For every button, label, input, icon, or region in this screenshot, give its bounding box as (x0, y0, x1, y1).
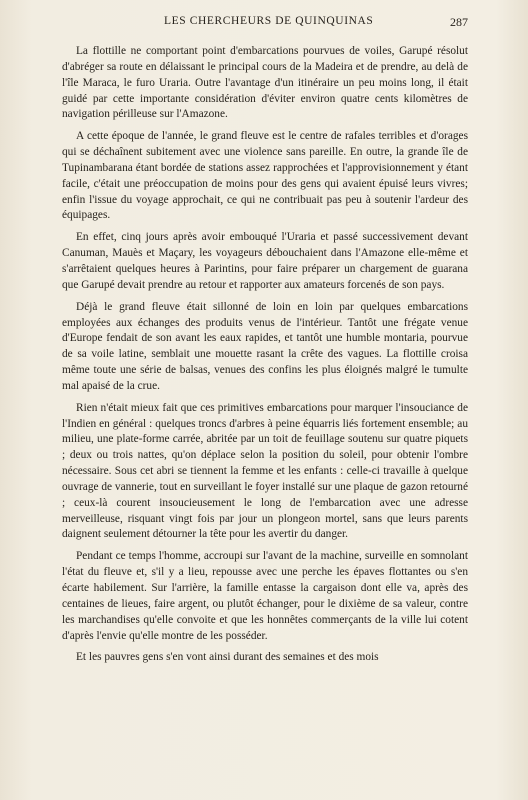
paragraph: En effet, cinq jours après avoir embouqué l'Uraria et passé successivement devant Canuman, Mauès et Maçary, les voyageurs débouchaient dans l'Amazone elle-même et s'arrêtaient quelques heures à Parintins, pour faire préparer un chargement de guarana que Garupé devait prendre au retour et rapporter aux amateurs forcenés de son pays. (62, 231, 468, 291)
paragraph: Rien n'était mieux fait que ces primitives embarcations pour marquer l'insouciance de l'Indien en général : quelques troncs d'arbres à peine équarris liés fortement ensemble; au milieu, une plate-forme carrée, abritée par un toit de feuillage soutenu sur quatre piquets ; deux ou trois nattes, qu'on déplace selon la position du soleil, pour obtenir l'ombre nécessaire. Sous cet abri se tiennent la femme et les enfants : celle-ci travaille à quelque ouvrage de vannerie, tout en surveillant le foyer installé sur une plaque de gazon retourné ; ceux-là courent insoucieusement le long de l'embarcation avec une adresse merveilleuse, risquant vingt fois par jour un plongeon mortel, sans que leurs parents daignent seulement détourner la tête pour les avertir du danger. (62, 401, 469, 541)
page-number: 287 (450, 15, 468, 29)
paragraph: A cette époque de l'année, le grand fleuve est le centre de rafales terribles et d'orages qui se déchaînent subitement avec une violence sans pareille. En outre, la grande île de Tupinambarana étant bordée de stations assez rapprochées et l'approvisionnement y étant facile, c'était une préoccupation de moins pour des gens qui avaient épuisé leurs vivres; enfin l'issue du voyage approchait, ce qui ne contribuait pas peu à soutenir l'ardeur des équipages. (62, 130, 468, 222)
page-header (62, 15, 468, 29)
paragraph: Pendant ce temps l'homme, accroupi sur l'avant de la machine, surveille en somnolant l'état du fleuve et, s'il y a lieu, repousse avec une perche les épaves flottantes ou s'en écarte habilement. Sur l'arrière, la famille entasse la cargaison dont elle va, après des centaines de lieues, faire argent, ou plutôt échanger, pour le dixième de sa valeur, contre les marchandises qu'elle convoite et que les honnêtes commerçants de la ville lui cotent d'après l'envie qu'elle montre de les posséder. (62, 550, 468, 642)
paragraph: La flottille ne comportant point d'embarcations pourvues de voiles, Garupé résolut d'abréger sa route en délaissant le principal cours de la Madeira et de prendre, au delà de l'île Maraca, le furo Uraria. Outre l'avantage d'un itinéraire un peu moins long, il était guidé par cette importante considération d'éviter environ quatre cents kilomètres de navigation périlleuse sur l'Amazone. (62, 45, 468, 121)
paragraph: Et les pauvres gens s'en vont ainsi durant des semaines et des mois (76, 651, 379, 664)
body-text (62, 44, 468, 666)
running-title: LES CHERCHEURS DE QUINQUINAS (164, 15, 374, 27)
paragraph: Déjà le grand fleuve était sillonné de loin en loin par quelques embarcations employées aux échanges des produits venus de l'intérieur. Tantôt une frégate venue d'Europe fendait de son avant les eaux rapides, et tantôt une humble montaria, pourvue de sa voile latine, semblait une mouette rasant la crête des vagues. La flottille croisa même toute une série de balsas, venues des confins les plus éloignés malgré le tumulte mal apaisé de la crue. (62, 300, 468, 392)
